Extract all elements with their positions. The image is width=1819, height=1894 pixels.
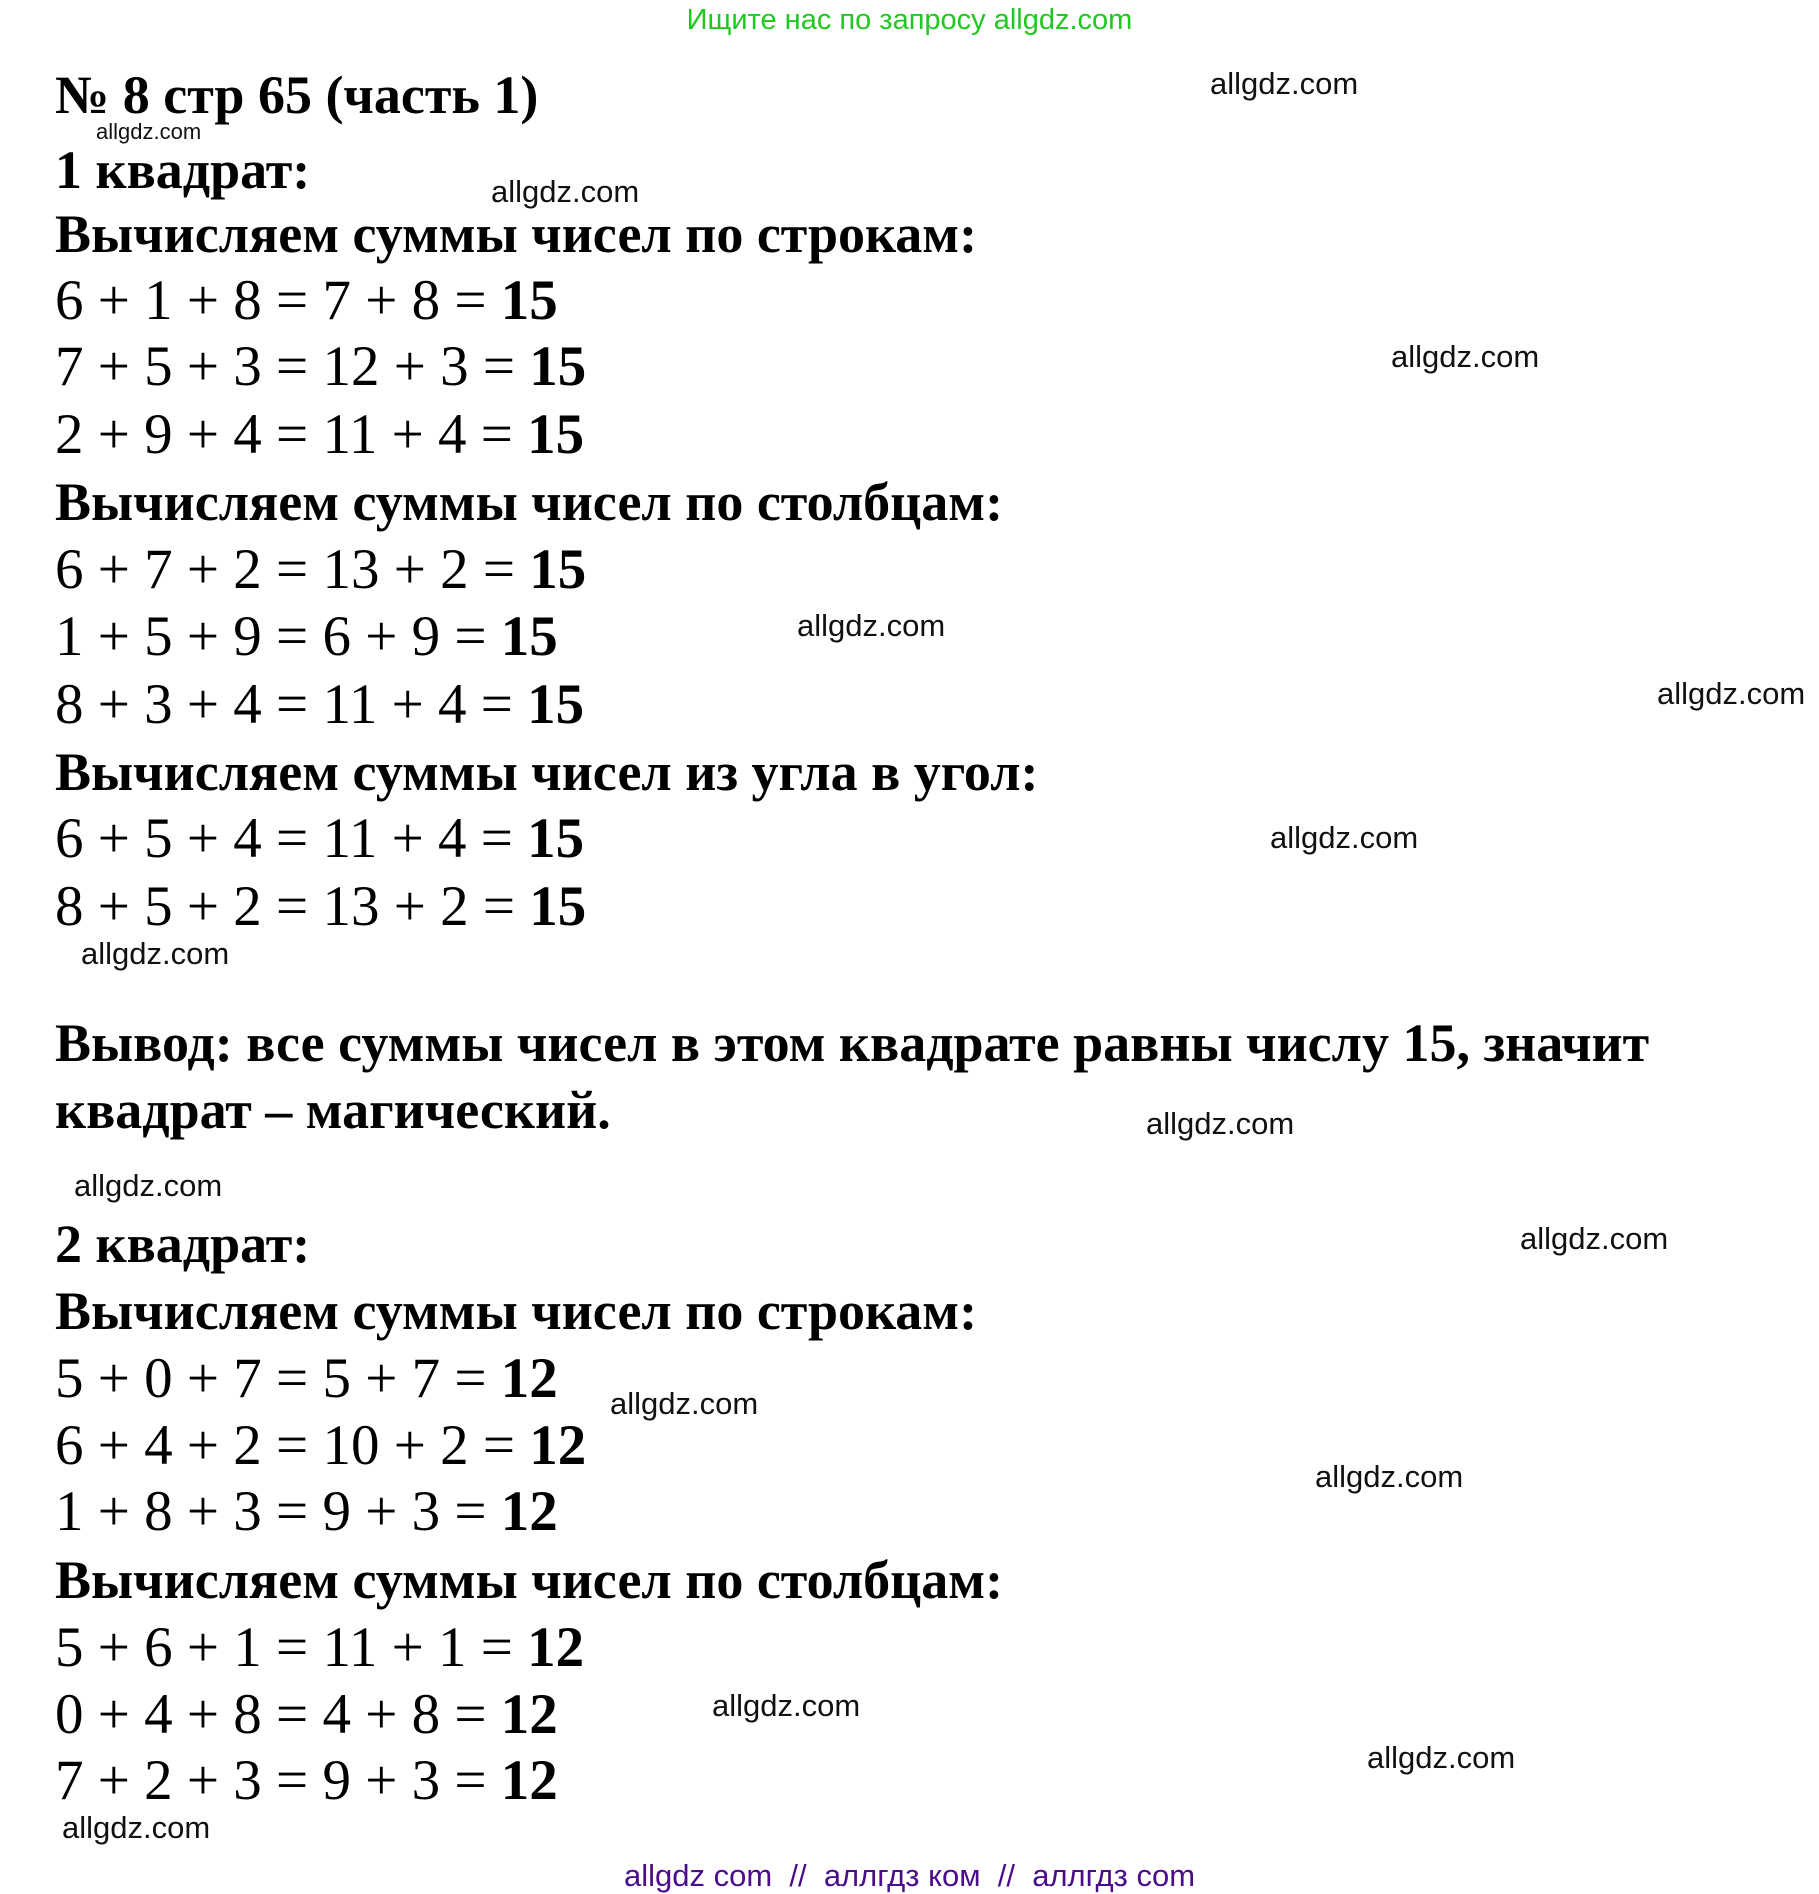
equation-result: 15 [500, 269, 558, 332]
page-title: № 8 стр 65 (часть 1) [55, 65, 539, 125]
equation-expr: 1 + 5 + 9 = 6 + 9 = [55, 605, 501, 668]
equation-line [55, 1414, 587, 1477]
equation-line [55, 605, 558, 668]
equation-line [55, 403, 585, 466]
square1-diag-heading: Вычисляем суммы чисел из угла в угол: [55, 742, 1039, 802]
equation-line [55, 875, 587, 938]
equation-line [55, 807, 585, 870]
equation-line [55, 1749, 558, 1812]
conclusion-line-2: квадрат – магический. [55, 1080, 611, 1140]
watermark: allgdz.com [1367, 1740, 1516, 1775]
watermark: allgdz.com [1210, 66, 1359, 101]
watermark: allgdz.com [81, 936, 230, 971]
equation-line [55, 1683, 558, 1746]
equation-line [55, 1616, 585, 1679]
watermark: allgdz.com [1315, 1459, 1464, 1494]
equation-expr: 5 + 6 + 1 = 11 + 1 = [55, 1616, 528, 1679]
watermark: allgdz.com [1146, 1106, 1295, 1141]
equation-expr: 7 + 5 + 3 = 12 + 3 = [55, 335, 530, 398]
equation-expr: 2 + 9 + 4 = 11 + 4 = [55, 403, 528, 466]
watermark: allgdz.com [96, 119, 202, 144]
watermark: allgdz.com [610, 1386, 759, 1421]
square1-rows-heading: Вычисляем суммы чисел по строкам: [55, 204, 978, 264]
square2-label: 2 квадрат: [55, 1214, 311, 1274]
equation-result: 15 [527, 807, 585, 870]
equation-result: 15 [500, 605, 558, 668]
square1-label: 1 квадрат: [55, 140, 311, 200]
equation-line [55, 1347, 558, 1410]
watermark: allgdz.com [1657, 676, 1806, 711]
equation-result: 12 [500, 1347, 558, 1410]
watermark: allgdz.com [1520, 1221, 1669, 1256]
conclusion-line-1: Вывод: все суммы чисел в этом квадрате равны числу 15, значит [55, 1013, 1650, 1073]
equation-expr: 6 + 5 + 4 = 11 + 4 = [55, 807, 528, 870]
equation-result: 12 [527, 1616, 585, 1679]
equation-result: 15 [527, 403, 585, 466]
square1-cols-heading: Вычисляем суммы чисел по столбцам: [55, 472, 1004, 532]
equation-line [55, 1480, 558, 1543]
equation-result: 12 [500, 1480, 558, 1543]
footer-watermark: allgdz com // аллгдз ком // аллгдз com [623, 1858, 1196, 1893]
equation-expr: 5 + 0 + 7 = 5 + 7 = [55, 1347, 501, 1410]
square2-rows-heading: Вычисляем суммы чисел по строкам: [55, 1281, 978, 1341]
top-banner: Ищите нас по запросу allgdz.com [686, 4, 1133, 36]
watermark: allgdz.com [74, 1168, 223, 1203]
equation-result: 12 [500, 1683, 558, 1746]
square2-cols-heading: Вычисляем суммы чисел по столбцам: [55, 1550, 1004, 1610]
equation-expr: 7 + 2 + 3 = 9 + 3 = [55, 1749, 501, 1812]
equation-expr: 8 + 5 + 2 = 13 + 2 = [55, 875, 530, 938]
equation-expr: 0 + 4 + 8 = 4 + 8 = [55, 1683, 501, 1746]
equation-result: 15 [527, 673, 585, 736]
watermark: allgdz.com [491, 174, 640, 209]
equation-expr: 8 + 3 + 4 = 11 + 4 = [55, 673, 528, 736]
watermark: allgdz.com [1391, 339, 1540, 374]
equation-expr: 1 + 8 + 3 = 9 + 3 = [55, 1480, 501, 1543]
watermark: allgdz.com [712, 1688, 861, 1723]
equation-expr: 6 + 1 + 8 = 7 + 8 = [55, 269, 501, 332]
equation-line [55, 269, 558, 332]
equation-line [55, 673, 585, 736]
equation-line [55, 538, 587, 601]
equation-expr: 6 + 7 + 2 = 13 + 2 = [55, 538, 530, 601]
equation-result: 15 [529, 335, 587, 398]
equation-result: 12 [529, 1414, 587, 1477]
equation-result: 15 [529, 538, 587, 601]
equation-result: 15 [529, 875, 587, 938]
watermark: allgdz.com [62, 1810, 211, 1845]
equation-result: 12 [500, 1749, 558, 1812]
equation-expr: 6 + 4 + 2 = 10 + 2 = [55, 1414, 530, 1477]
watermark: allgdz.com [1270, 820, 1419, 855]
watermark: allgdz.com [797, 608, 946, 643]
equation-line [55, 335, 587, 398]
